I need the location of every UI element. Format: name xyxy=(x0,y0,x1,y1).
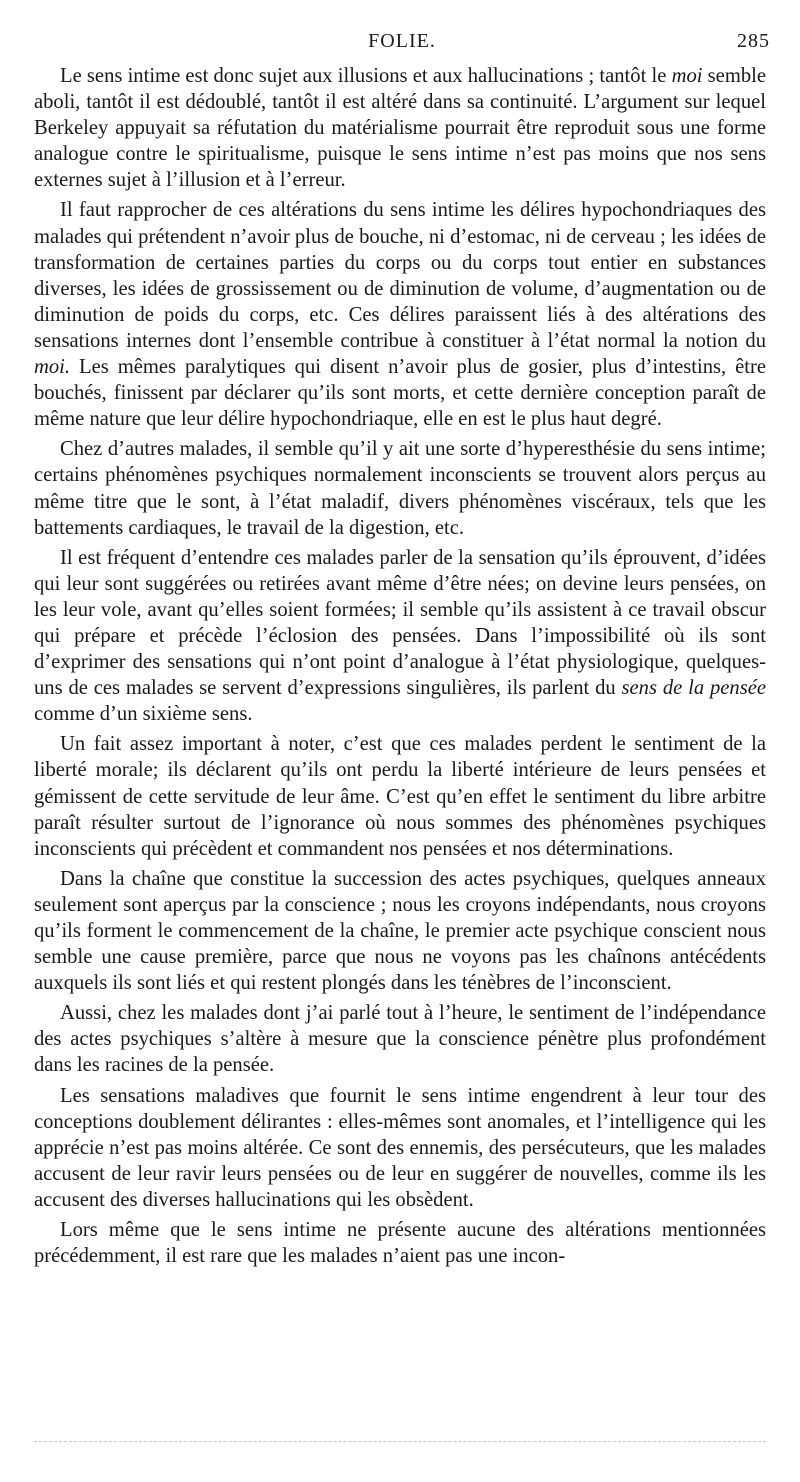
text-run: Il faut rapprocher de ces altérations du sens intime les délires hypochondriaques des malades qui prétendent n’avoir plus de bouche, ni d’estomac, ni de cerveau ; les idées de transformation de certaines parties du corps ou du corps tout entier en substances diverses, les idées de grossissement ou de diminution de volume, d’augmentation ou de diminution de poids du corps, etc. Ces délires paraissent liés à des altérations des sensations internes dont l’ensemble contribue à constituer à l’état normal la notion du xyxy=(34,199,766,352)
page-header xyxy=(34,30,770,56)
paragraph xyxy=(34,1217,766,1269)
text-run: Un fait assez important à noter, c’est que ces malades perdent le sentiment de la liberté morale; ils déclarent qu’ils ont perdu la liberté intérieure de leurs pensées et gémissent de cette servitude de leur âme. C’est qu’en effet le sentiment du libre arbitre paraît résulter surtout de l’ignorance où nous sommes des phénomènes psychiques inconscients qui précèdent et commandent nos pensées et nos déterminations. xyxy=(34,733,766,860)
paragraph xyxy=(34,545,766,728)
paragraph xyxy=(34,63,766,193)
italic-text: sens de la pensée xyxy=(621,677,766,700)
paragraph xyxy=(34,197,766,432)
paragraph xyxy=(34,731,766,861)
text-run: comme d’un sixième sens. xyxy=(34,703,253,726)
text-run: semble aboli, tantôt il est dédoublé, tantôt il est altéré dans sa continuité. L’argument sur lequel Berkeley appuyait sa réfutation du matérialisme pourrait être reproduit sous une forme analogue contre le spiritualisme, puisque le sens intime n’est pas moins que nos sens externes sujet à l’illusion et à l’erreur. xyxy=(34,65,767,192)
text-run: Les mêmes paralytiques qui disent n’avoir plus de gosier, plus d’intestins, être bouchés, finissent par déclarer qu’ils sont morts, et cette dernière conception paraît de même nature que leur délire hypochondriaque, elle en est le plus haut degré. xyxy=(34,356,766,431)
text-run: Le sens intime est donc sujet aux illusions et aux hallucinations ; tantôt le xyxy=(60,65,672,87)
running-head: FOLIE. xyxy=(368,30,436,52)
paragraph xyxy=(34,866,766,996)
italic-text: moi. xyxy=(34,356,71,379)
text-run: Lors même que le sens intime ne présente aucune des altérations mentionnées précédemment, il est rare que les malades n’aient pas une incon- xyxy=(34,1219,766,1268)
paragraph xyxy=(34,436,766,540)
italic-text: moi xyxy=(671,65,703,87)
text-run: Les sensations maladives que fournit le sens intime engendrent à leur tour des conceptions doublement délirantes : elles-mêmes sont anomales, et l’intelligence qui les apprécie n’est pas moins altérée. Ce sont des ennemis, des persécuteurs, que les malades accusent de leur ravir leurs pensées ou de leur en suggérer de nouvelles, comme ils les accusent des diverses hallucinations qui les obsèdent. xyxy=(34,1084,766,1211)
text-run: Dans la chaîne que constitue la succession des actes psychiques, quelques anneaux seulement sont aperçus par la conscience ; nous les croyons indépendants, nous croyons qu’ils forment le commencement de la chaîne, le premier acte psychique conscient nous semble une cause première, parce que nous ne voyons pas les chaînons antécédents auxquels ils sont liés et qui restent plongés dans les ténèbres de l’inconscient. xyxy=(34,867,766,995)
text-run: Aussi, chez les malades dont j’ai parlé tout à l’heure, le sentiment de l’indépendance des actes psychiques s’altère à mesure que la conscience pénètre plus profondément dans les racines de la pensée. xyxy=(34,1002,766,1077)
page-number: 285 xyxy=(737,30,770,52)
footer-rule xyxy=(34,1441,766,1442)
text-run: Chez d’autres malades, il semble qu’il y ait une sorte d’hyperesthésie du sens intime; certains phénomènes psychiques normalement inconscients se trouvent alors perçus au même titre que le sont, à l’état maladif, divers phénomènes viscéraux, tels que les battements cardiaques, le travail de la digestion, etc. xyxy=(34,438,766,539)
paragraph xyxy=(34,1000,766,1078)
text-run: Il est fréquent d’entendre ces malades parler de la sensation qu’ils éprouvent, d’idées qui leur sont suggérées ou retirées avant même d’être nées; on devine leurs pensées, on les leur vole, avant qu’elles soient formées; il semble qu’ils assistent à ce travail obscur qui prépare et précède l’éclosion des pensées. Dans l’impossibilité où ils sont d’exprimer des sensations qui n’ont point d’analogue à l’état physiologique, quelques-uns de ces malades se servent d’expressions singulières, ils parlent du xyxy=(34,546,766,700)
paragraph xyxy=(34,1083,766,1213)
body-text xyxy=(34,63,766,1269)
